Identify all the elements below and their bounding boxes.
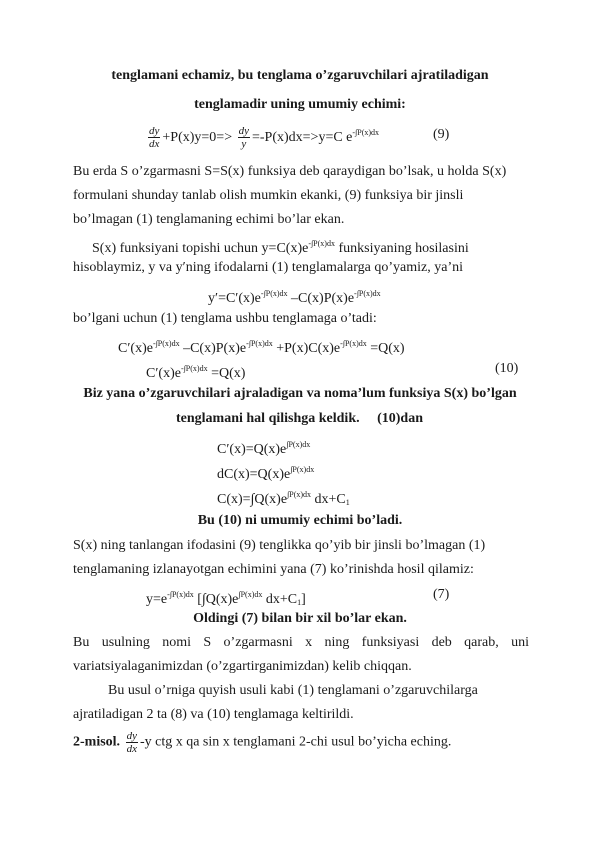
para1-line-2: formulani shunday tanlab olish mumkin ekanki, (9) funksiya bir jinsli: [73, 188, 464, 203]
equation-9: $\frac{dy}{dx}$ +P(x)y=0=> $\frac{dy}{y}$ =-P(x)dx=>y=C $e^{-\int P(x)dx}$: [149, 125, 380, 151]
para5-line-2: variatsiyalaganimizdan (o’zgartirganimizdan) kelib chiqqan.: [73, 659, 412, 674]
step-3: $C(x)=\int Q(x)e^{\int P(x)dx}$ $dx+C_1$: [217, 490, 350, 507]
same-result-note: Oldingi (7) bilan bir xil bo’lar ekan.: [193, 611, 407, 626]
general-solution-note: Bu (10) ni umumiy echimi bo’ladi.: [197, 513, 403, 528]
equation-9-label: (9): [433, 127, 450, 142]
heading-line-2: tenglamadir uning umumiy echimi:: [194, 97, 406, 112]
equation-substituted: $C'(x)e^{-\int P(x)dx}$ $-C(x)P(x)e^{-\int P(x)dx} +P(x)C(x)e^{-\int P(x)dx} =Q(x)$: [118, 339, 405, 356]
para4-line-2: tenglamaning izlanayotgan echimini yana (7) ko’rinishda hosil qilamiz:: [73, 562, 474, 577]
para1-line-3: bo’lmagan (1) tenglamaning echimi bo’lar ekan.: [73, 212, 345, 227]
para6-line-2: ajratiladigan 2 ta (8) va (10) tenglamaga keltirildi.: [73, 707, 354, 722]
para5-line-1: Bu usulning nomi S o’zgarmasni x ning funksiyasi deb qarab, uni: [73, 635, 529, 650]
heading-line-1: tenglamani echamiz, bu tenglama o’zgaruvchilari ajratiladigan: [111, 68, 489, 83]
para2-line-2: hisoblaymiz, y va y′ning ifodalarni (1) tenglamalarga qo’yamiz, ya’ni: [73, 260, 464, 275]
equation-7: $y=e^{-\int P(x)dx}$ [$\int Q(x)e^{\int P(x)dx}$ $dx+C_1$]: [146, 590, 306, 607]
bold-para-line-1: Biz yana o’zgaruvchilari ajraladigan va noma’lum funksiya S(x) bo’lgan: [83, 386, 517, 401]
para3: bo’lgani uchun (1) tenglama ushbu tenglamaga o’tadi:: [73, 311, 377, 326]
equation-10-label: (10): [495, 361, 519, 376]
para6-line-1: Bu usul o’rniga quyish usuli kabi (1) tenglamani o’zgaruvchilarga: [108, 683, 478, 698]
equation-7-label: (7): [433, 587, 450, 602]
equation-10: $C'(x)e^{-\int P(x)dx} =Q(x)$: [146, 364, 246, 381]
step-2: $dC(x)=Q(x)e^{\int P(x)dx}$: [217, 465, 315, 482]
fraction-dy-dx: $\frac{dy}{dx}$: [149, 125, 160, 151]
step-1: $C'(x)=Q(x)e^{\int P(x)dx}$: [217, 440, 311, 457]
fraction-dy-y: $\frac{dy}{y}$: [238, 125, 249, 151]
bold-para-line-2: tenglamani hal qilishga keldik. (10)dan: [176, 411, 424, 426]
fraction-dy-dx-example: $\frac{dy}{dx}$: [126, 730, 137, 755]
para1-line-1: Bu erda S o’zgarmasni S=S(x) funksiya deb qaraydigan bo’lsak, u holda S(x): [73, 164, 507, 179]
para2-line-1: S(x) funksiyani topishi uchun $y=C(x)e^{-\int P(x)dx}$ funksiyaning hosilasini: [92, 239, 469, 256]
example-2-label: 2-misol.: [73, 734, 121, 750]
para4-line-1: S(x) ning tanlangan ifodasini (9) tenglikka qo’yib bir jinsli bo’lmagan (1): [73, 538, 486, 553]
example-2: 2-misol. $\frac{dy}{dx}$ -y ctg x qa sin x tenglamani 2-chi usul bo’yicha eching.: [73, 730, 452, 755]
equation-derivative: $y'=C'(x)e^{-\int P(x)dx}$ $-C(x)P(x)e^{-\int P(x)dx}$: [208, 289, 381, 306]
